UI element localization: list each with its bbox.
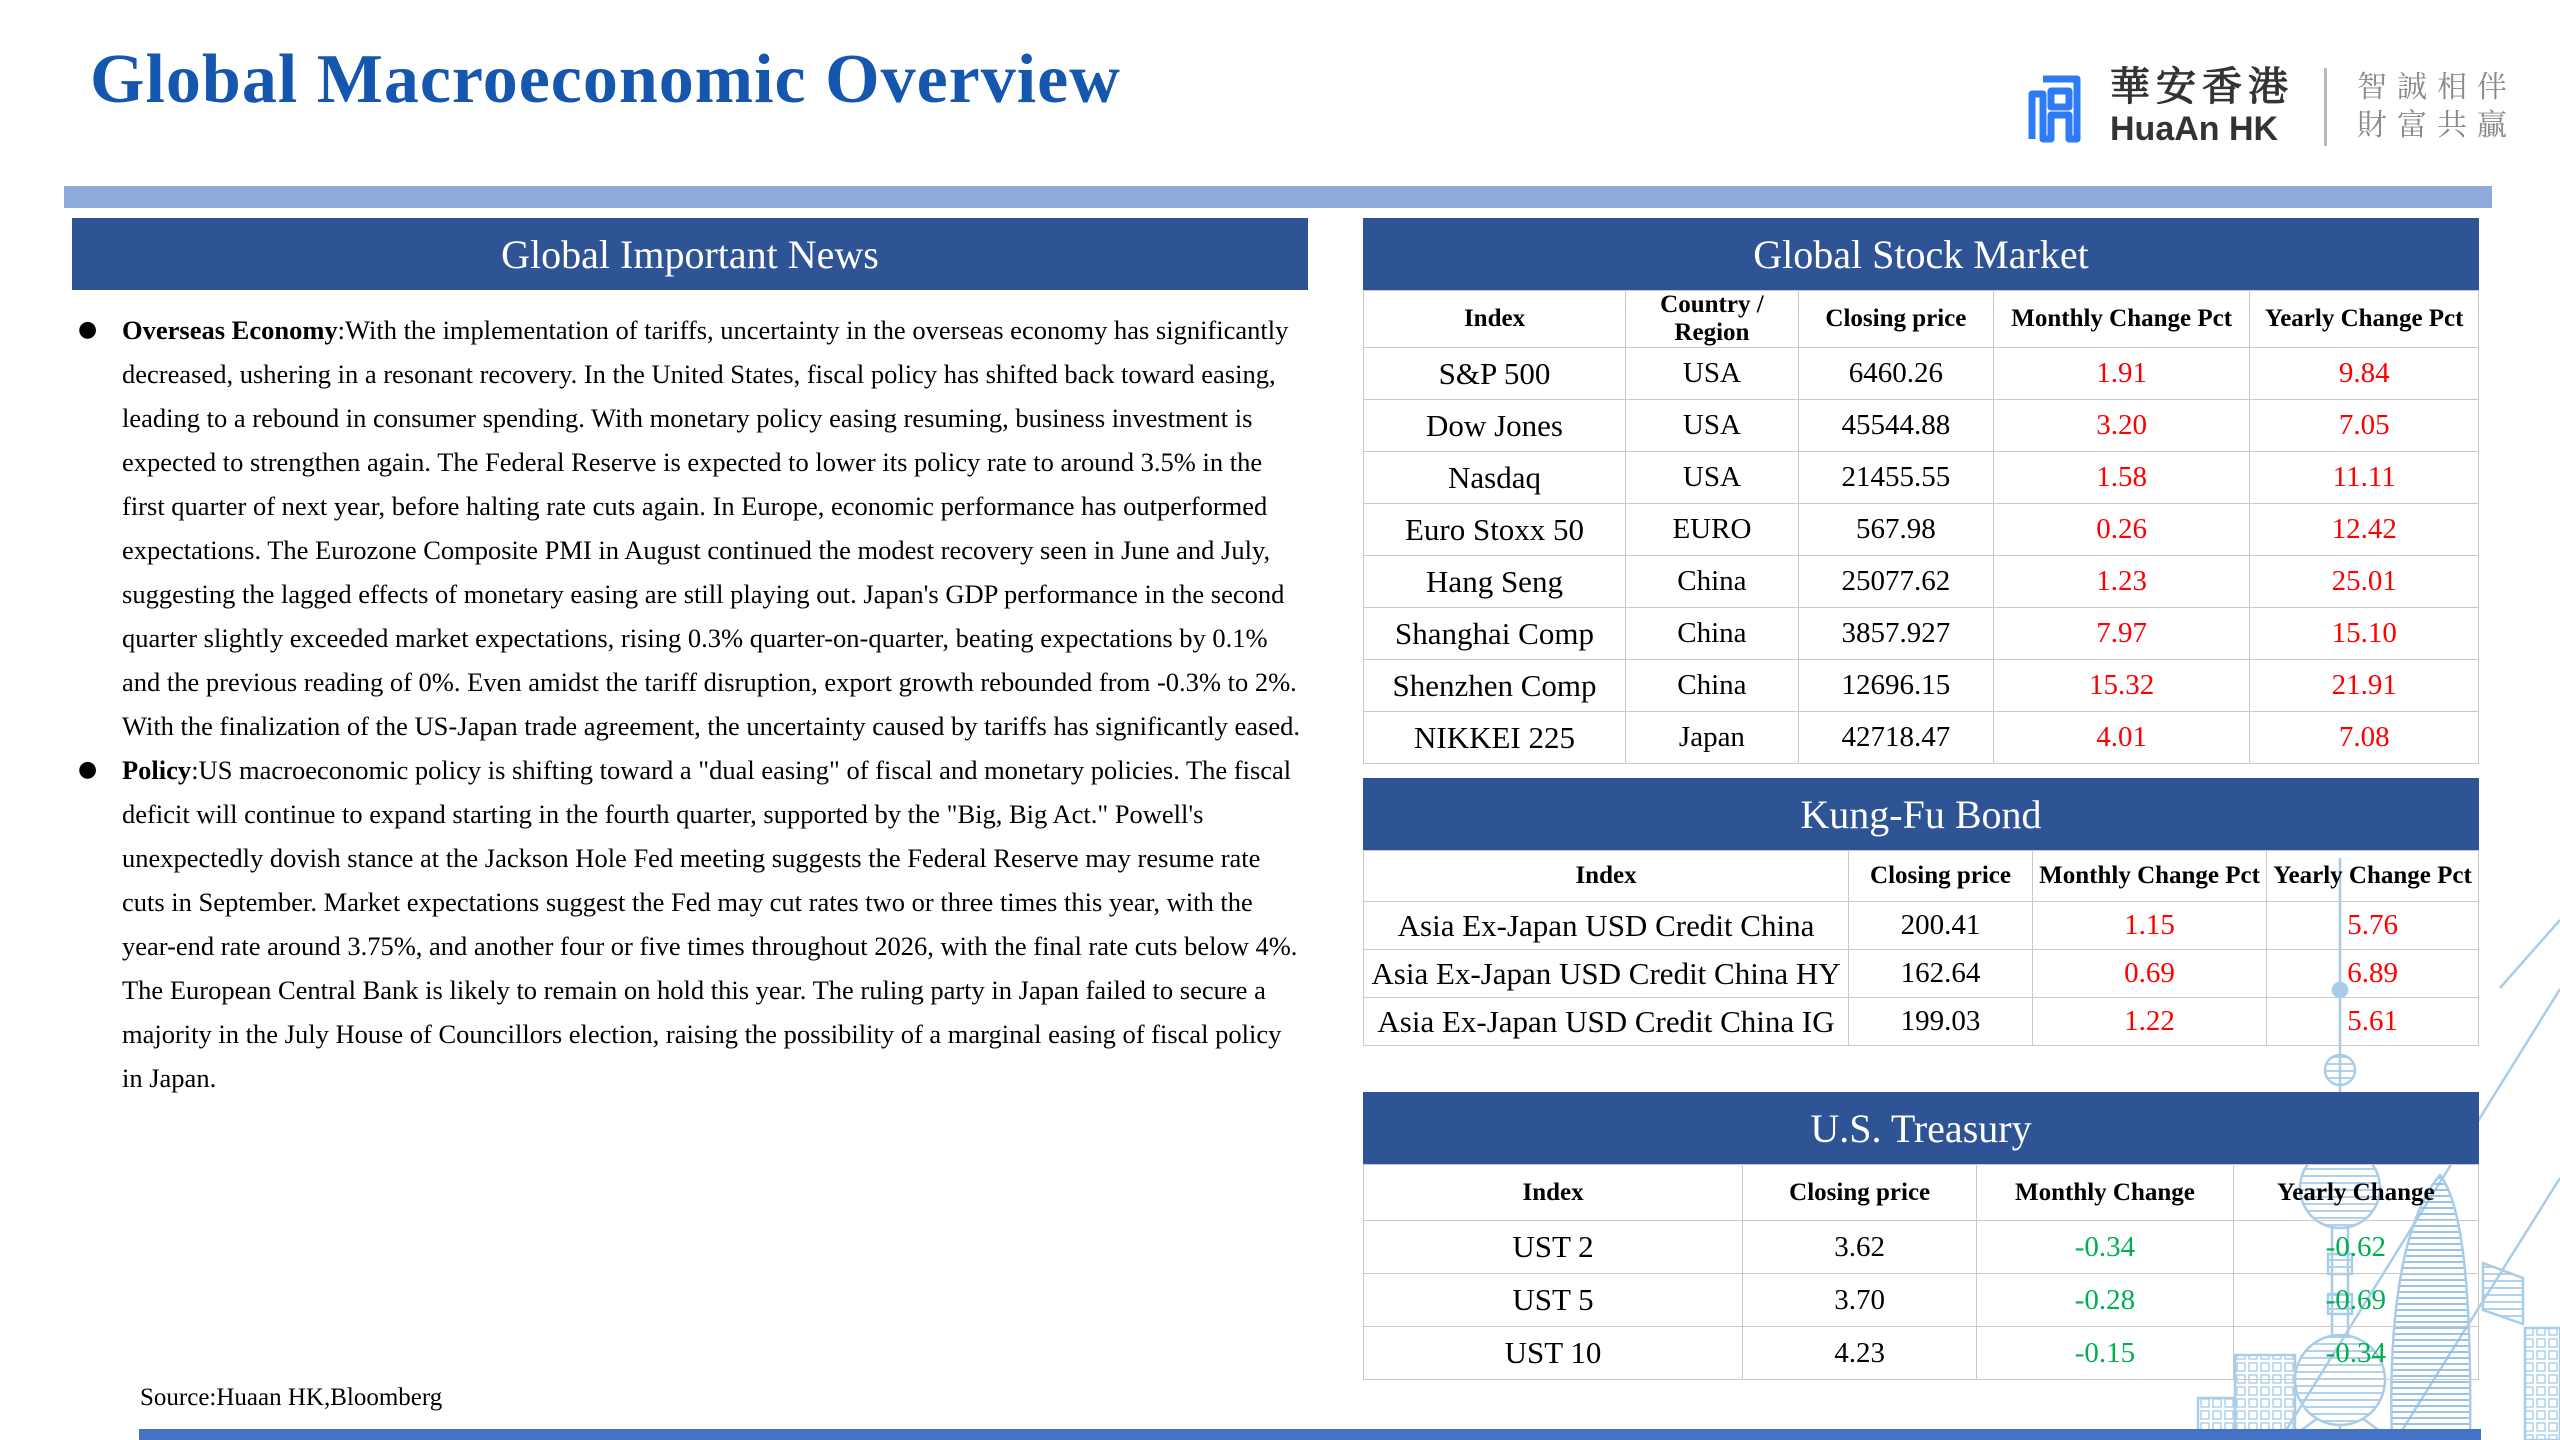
table-cell: 4.23 — [1743, 1327, 1977, 1380]
stock-market-header: Global Stock Market — [1363, 218, 2479, 290]
column-header: Index — [1364, 1165, 1743, 1221]
logo-names — [2110, 66, 2294, 148]
table-cell: 12696.15 — [1798, 660, 1993, 712]
news-bullet-text: Overseas Economy:With the implementation of tariffs, uncertainty in the overseas economy has significantly decreased, ushering in a resonant recovery. In the United States, fiscal policy has shifted back toward easing, leading to a rebound in consumer spending. With monetary policy easing resuming, business investment is expected to strengthen again. The Federal Reserve is expected to lower its policy rate to around 3.5% in the first quarter of next year, before halting rate cuts again. In Europe, economic performance has outperformed expectations. The Eurozone Composite PMI in August continued the modest recovery seen in June and July, suggesting the lagged effects of monetary easing are still playing out. Japan's GDP performance in the second quarter slightly exceeded market expectations, rising 0.3% quarter-on-quarter, beating expectations by 0.1% and the previous reading of 0%. Even amidst the tariff disruption, export growth rebounded from -0.3% to 2%. With the finalization of the US-Japan trade agreement, the uncertainty caused by tariffs has significantly eased. — [122, 315, 1301, 741]
news-panel — [72, 218, 1308, 1100]
market-data-column — [1363, 218, 2479, 1380]
table-cell: 7.97 — [1993, 608, 2249, 660]
table-cell: 162.64 — [1849, 950, 2033, 998]
table-cell: 200.41 — [1849, 902, 2033, 950]
column-header: Index — [1364, 291, 1626, 348]
title-divider-band — [64, 186, 2492, 208]
table-cell: 199.03 — [1849, 998, 2033, 1046]
table-cell: 1.23 — [1993, 556, 2249, 608]
bullet-icon: ● — [78, 317, 98, 342]
table-cell: 15.32 — [1993, 660, 2249, 712]
table-cell: USA — [1626, 400, 1799, 452]
table-cell: 1.15 — [2032, 902, 2266, 950]
table-cell: China — [1626, 660, 1799, 712]
table-row — [1364, 1221, 2479, 1274]
table-row — [1364, 400, 2479, 452]
news-bullet-list — [72, 290, 1308, 1100]
table-cell: UST 2 — [1364, 1221, 1743, 1274]
news-bullet — [72, 748, 1308, 1100]
column-header: Index — [1364, 851, 1849, 902]
treasury-table — [1363, 1164, 2479, 1380]
logo-separator — [2324, 68, 2327, 146]
table-cell: 25077.62 — [1798, 556, 1993, 608]
table-header-row — [1364, 851, 2479, 902]
table-cell: 12.42 — [2250, 504, 2479, 556]
table-cell: EURO — [1626, 504, 1799, 556]
table-cell: -0.69 — [2233, 1274, 2478, 1327]
huaan-logo — [2028, 66, 2517, 148]
bond-table — [1363, 850, 2479, 1046]
table-row — [1364, 452, 2479, 504]
table-cell: 42718.47 — [1798, 712, 1993, 764]
table-row — [1364, 712, 2479, 764]
table-row — [1364, 556, 2479, 608]
table-cell: Hang Seng — [1364, 556, 1626, 608]
column-header: Closing price — [1798, 291, 1993, 348]
bond-header: Kung-Fu Bond — [1363, 778, 2479, 850]
table-cell: 1.58 — [1993, 452, 2249, 504]
table-cell: 1.91 — [1993, 348, 2249, 400]
stock-table — [1363, 290, 2479, 764]
table-row — [1364, 902, 2479, 950]
table-cell: UST 5 — [1364, 1274, 1743, 1327]
column-header: Country / Region — [1626, 291, 1799, 348]
table-row — [1364, 608, 2479, 660]
table-cell: Japan — [1626, 712, 1799, 764]
table-cell: 7.05 — [2250, 400, 2479, 452]
table-cell: 1.22 — [2032, 998, 2266, 1046]
table-row — [1364, 950, 2479, 998]
tagline-line-2: 財富共贏 — [2357, 108, 2517, 142]
table-header-row — [1364, 1165, 2479, 1221]
table-cell: 5.61 — [2267, 998, 2479, 1046]
table-cell: UST 10 — [1364, 1327, 1743, 1380]
table-cell: 45544.88 — [1798, 400, 1993, 452]
bullet-icon: ● — [78, 757, 98, 782]
news-section-header: Global Important News — [72, 218, 1308, 290]
table-cell: 0.26 — [1993, 504, 2249, 556]
table-cell: 15.10 — [2250, 608, 2479, 660]
tagline-line-1: 智誠相伴 — [2357, 71, 2517, 105]
column-header: Closing price — [1849, 851, 2033, 902]
table-cell: USA — [1626, 452, 1799, 504]
table-cell: 5.76 — [2267, 902, 2479, 950]
table-header-row — [1364, 291, 2479, 348]
table-cell: Shanghai Comp — [1364, 608, 1626, 660]
table-cell: 6.89 — [2267, 950, 2479, 998]
stock-market-section — [1363, 218, 2479, 764]
table-row — [1364, 1274, 2479, 1327]
table-cell: 3857.927 — [1798, 608, 1993, 660]
table-cell: Shenzhen Comp — [1364, 660, 1626, 712]
logo-cn-name: 華安香港 — [2110, 65, 2294, 109]
table-cell: -0.15 — [1977, 1327, 2233, 1380]
column-header: Monthly Change Pct — [1993, 291, 2249, 348]
table-cell: 3.20 — [1993, 400, 2249, 452]
table-cell: 9.84 — [2250, 348, 2479, 400]
table-cell: 21.91 — [2250, 660, 2479, 712]
source-note: Source:Huaan HK,Bloomberg — [140, 1384, 443, 1411]
table-cell: NIKKEI 225 — [1364, 712, 1626, 764]
column-header: Monthly Change — [1977, 1165, 2233, 1221]
column-header: Monthly Change Pct — [2032, 851, 2266, 902]
logo-en-name: HuaAn HK — [2110, 110, 2279, 148]
table-cell: 0.69 — [2032, 950, 2266, 998]
table-cell: 21455.55 — [1798, 452, 1993, 504]
logo-tagline — [2357, 69, 2517, 144]
huaan-logo-icon — [2028, 69, 2092, 145]
table-cell: -0.62 — [2233, 1221, 2478, 1274]
table-cell: -0.28 — [1977, 1274, 2233, 1327]
table-cell: Euro Stoxx 50 — [1364, 504, 1626, 556]
treasury-section — [1363, 1092, 2479, 1380]
table-cell: S&P 500 — [1364, 348, 1626, 400]
table-row — [1364, 660, 2479, 712]
table-cell: 6460.26 — [1798, 348, 1993, 400]
table-cell: 7.08 — [2250, 712, 2479, 764]
table-cell: 4.01 — [1993, 712, 2249, 764]
table-cell: 25.01 — [2250, 556, 2479, 608]
table-row — [1364, 504, 2479, 556]
column-header: Closing price — [1743, 1165, 1977, 1221]
page-title: Global Macroeconomic Overview — [90, 41, 1121, 118]
news-bullet — [72, 308, 1308, 748]
column-header: Yearly Change Pct — [2250, 291, 2479, 348]
treasury-header: U.S. Treasury — [1363, 1092, 2479, 1164]
table-cell: -0.34 — [1977, 1221, 2233, 1274]
table-cell: Asia Ex-Japan USD Credit China HY — [1364, 950, 1849, 998]
table-cell: 3.62 — [1743, 1221, 1977, 1274]
table-row — [1364, 998, 2479, 1046]
table-cell: 3.70 — [1743, 1274, 1977, 1327]
table-row — [1364, 348, 2479, 400]
table-cell: Nasdaq — [1364, 452, 1626, 504]
table-cell: Dow Jones — [1364, 400, 1626, 452]
bond-section — [1363, 778, 2479, 1046]
column-header: Yearly Change Pct — [2267, 851, 2479, 902]
table-cell: Asia Ex-Japan USD Credit China — [1364, 902, 1849, 950]
table-cell: 11.11 — [2250, 452, 2479, 504]
table-row — [1364, 1327, 2479, 1380]
table-cell: China — [1626, 556, 1799, 608]
table-cell: USA — [1626, 348, 1799, 400]
table-cell: Asia Ex-Japan USD Credit China IG — [1364, 998, 1849, 1046]
table-cell: 567.98 — [1798, 504, 1993, 556]
column-header: Yearly Change — [2233, 1165, 2478, 1221]
news-bullet-text: Policy:US macroeconomic policy is shifting toward a "dual easing" of fiscal and monetary policies. The fiscal deficit will continue to expand starting in the fourth quarter, supported by the "Big, Big Act." Powell's unexpectedly dovish stance at the Jackson Hole Fed meeting suggests the Federal Reserve may resume rate cuts in September. Market expectations suggest the Fed may cut rates two or three times this year, with the year-end rate around 3.75%, and another four or five times throughout 2026, with the final rate cuts below 4%. The European Central Bank is likely to remain on hold this year. The ruling party in Japan failed to secure a majority in the July House of Councillors election, raising the possibility of a marginal easing of fiscal policy in Japan. — [122, 755, 1298, 1093]
footer-bar — [139, 1429, 2481, 1440]
table-cell: -0.34 — [2233, 1327, 2478, 1380]
table-cell: China — [1626, 608, 1799, 660]
